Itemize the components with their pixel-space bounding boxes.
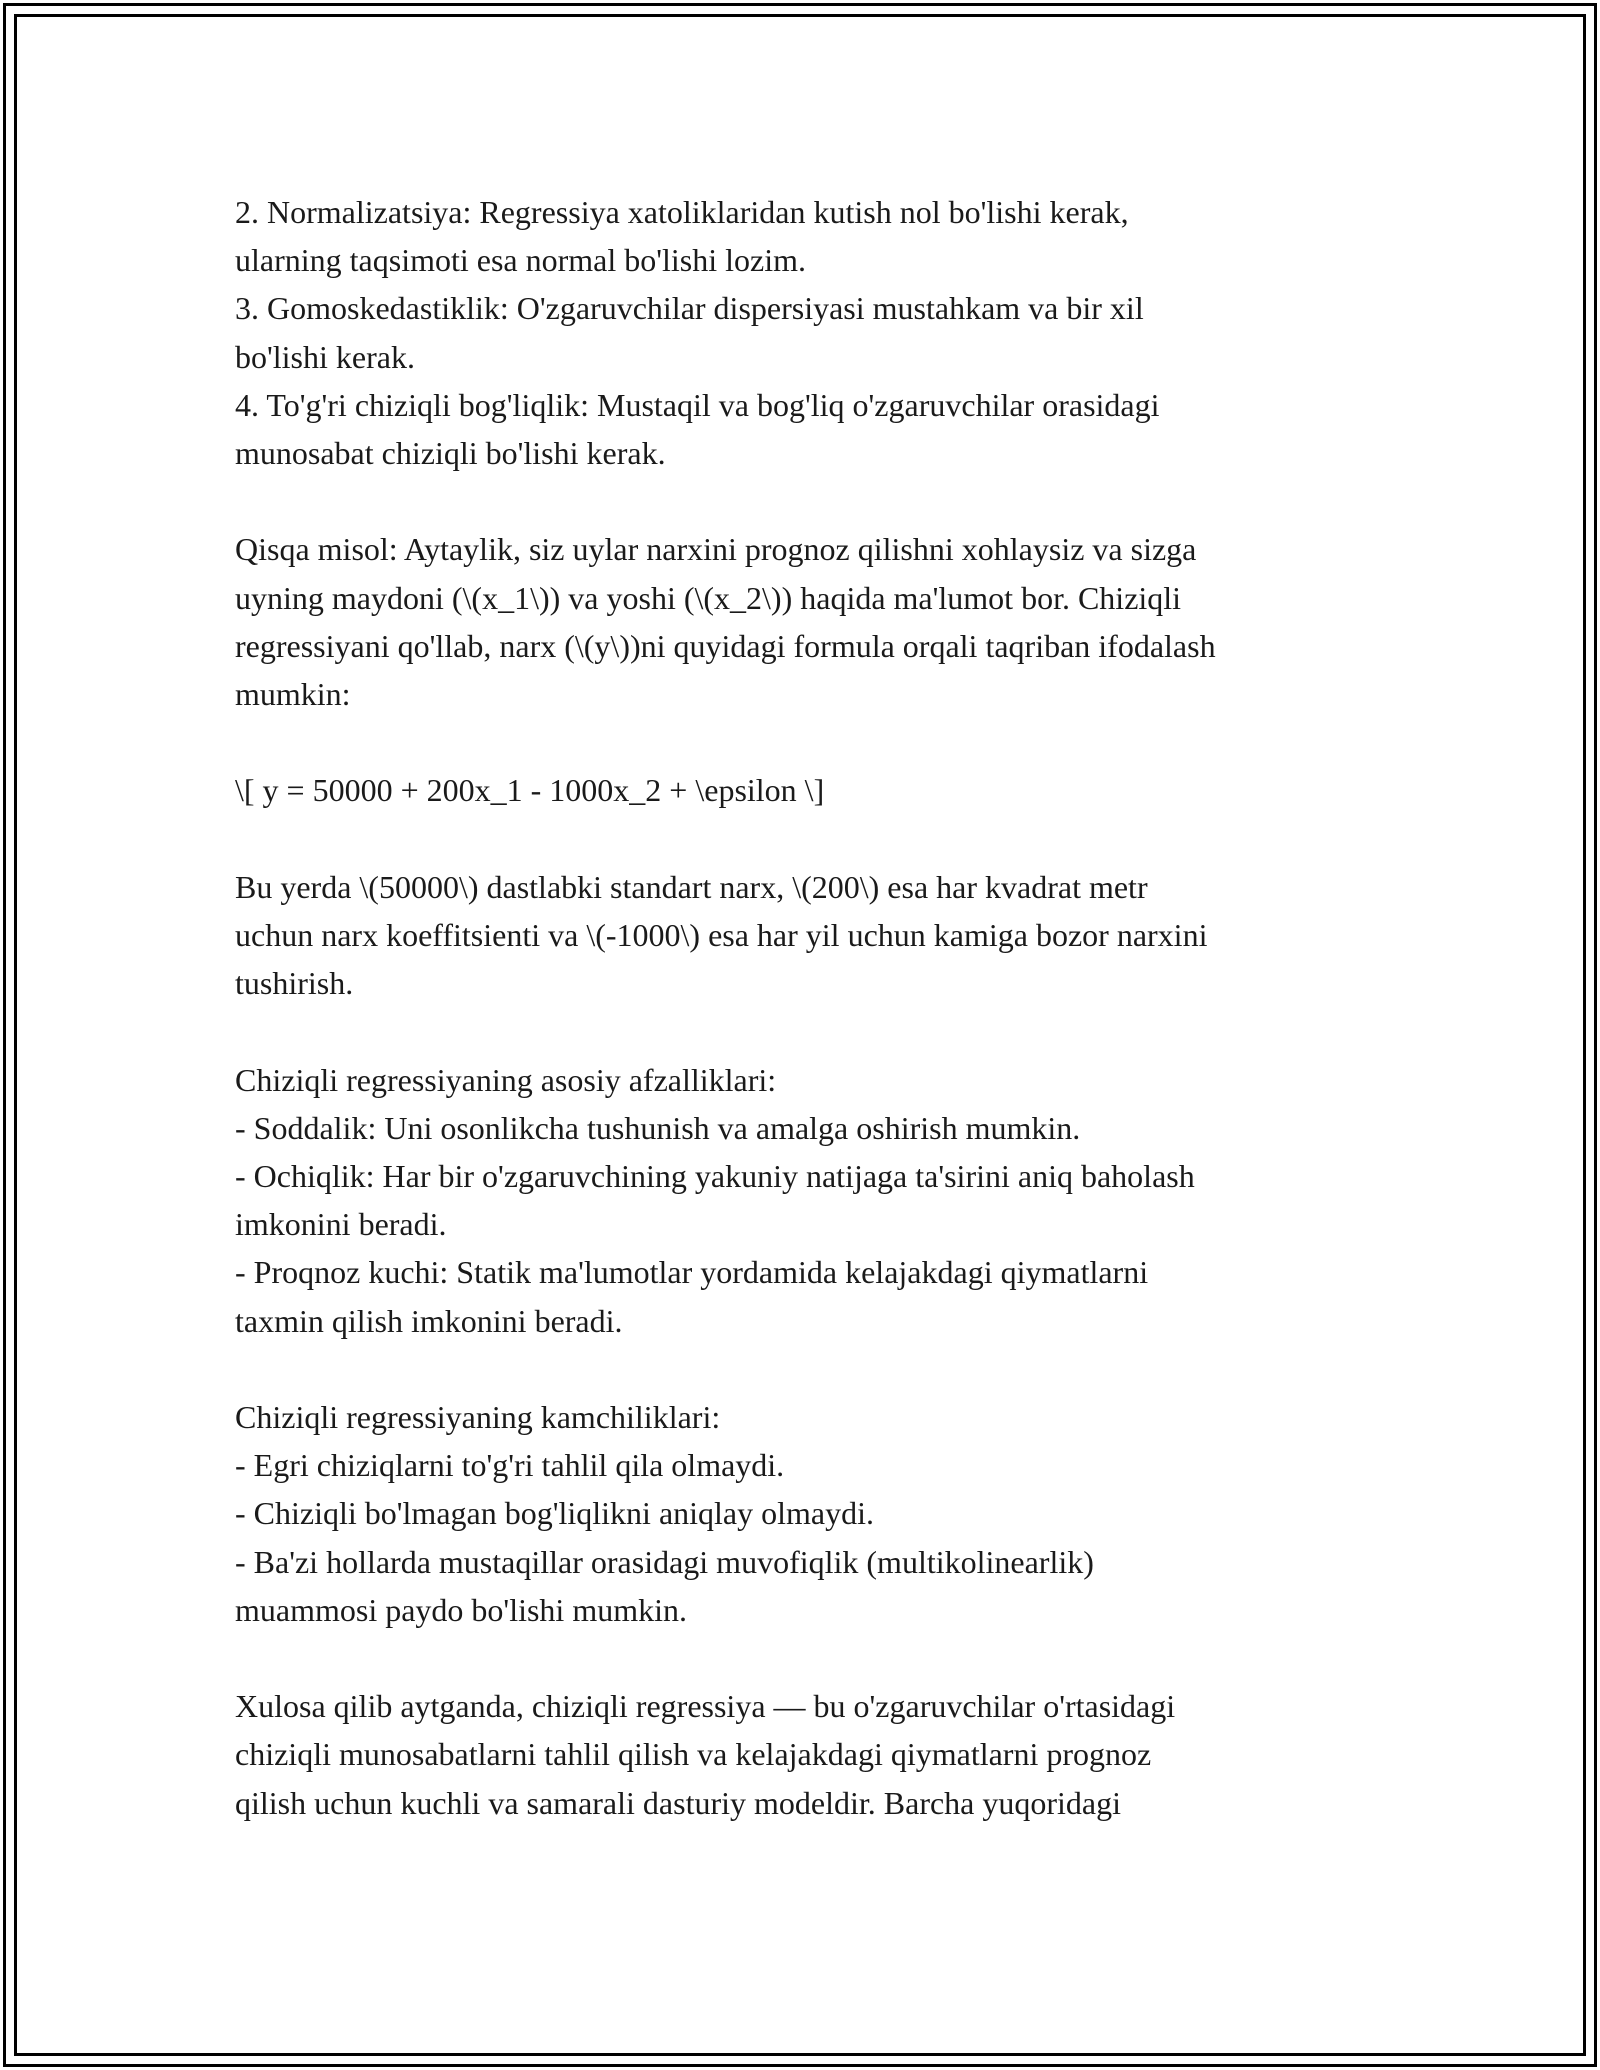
list-item: - Egri chiziqlarni to'g'ri tahlil qila olmaydi. — [235, 1447, 785, 1484]
text-line: regressiyani qo'llab, narx (\(y\))ni quyidagi formula orqali taqriban ifodalash — [235, 627, 1216, 664]
text-line: taxmin qilish imkonini beradi. — [235, 1302, 623, 1339]
section-heading: Chiziqli regressiyaning kamchiliklari: — [235, 1399, 721, 1435]
text-line: 3. Gomoskedastiklik: O'zgaruvchilar dispersiyasi mustahkam va bir xil — [235, 290, 1144, 327]
text-line: 4. To'g'ri chiziqli bog'liqlik: Mustaqil va bog'liq o'zgaruvchilar orasidagi — [235, 386, 1160, 423]
text-line: muammosi paydo bo'lishi mumkin. — [235, 1591, 687, 1628]
text-line: uchun narx koeffitsienti va \(-1000\) esa har yil uchun kamiga bozor narxini — [235, 917, 1208, 953]
list-item: - Ochiqlik: Har bir o'zgaruvchining yakuniy natijaga ta'sirini aniq baholash — [235, 1158, 1195, 1194]
blank-line — [235, 1007, 1385, 1055]
blank-line — [235, 815, 1385, 863]
text-line: uyning maydoni (\(x_1\)) va yoshi (\(x_2\)) haqida ma'lumot bor. Chiziqli — [235, 579, 1182, 616]
list-item: - Ba'zi hollarda mustaqillar orasidagi muvofiqlik (multikolinearlik) — [235, 1543, 1094, 1580]
text-line: chiziqli munosabatlarni tahlil qilish va kelajakdagi qiymatlarni prognoz — [235, 1736, 1152, 1773]
text-line: ularning taqsimoti esa normal bo'lishi lozim. — [235, 242, 807, 279]
text-line: Bu yerda \(50000\) dastlabki standart narx, \(200\) esa har kvadrat metr — [235, 868, 1148, 905]
text-line: imkonini beradi. — [235, 1206, 447, 1243]
text-line: 2. Normalizatsiya: Regressiya xatoliklaridan kutish nol bo'lishi kerak, — [235, 194, 1129, 230]
text-line: Xulosa qilib aytganda, chiziqli regressiya — bu o'zgaruvchilar o'rtasidagi — [235, 1688, 1176, 1725]
blank-line — [235, 477, 1385, 525]
blank-line — [235, 1634, 1385, 1682]
text-line: qilish uchun kuchli va samarali dasturiy modeldir. Barcha yuqoridagi — [235, 1784, 1122, 1821]
document-body — [235, 188, 1385, 1827]
text-line: tushirish. — [235, 965, 354, 1002]
section-heading: Chiziqli regressiyaning asosiy afzalliklari: — [235, 1061, 777, 1098]
list-item: - Proqnoz kuchi: Statik ma'lumotlar yordamida kelajakdagi qiymatlarni — [235, 1254, 1149, 1291]
text-line: bo'lishi kerak. — [235, 338, 415, 375]
formula-line: \[ y = 50000 + 200x_1 - 1000x_2 + \epsilon \] — [235, 772, 825, 809]
list-item: - Chiziqli bo'lmagan bog'liqlikni aniqlay olmaydi. — [235, 1495, 874, 1532]
blank-line — [235, 1345, 1385, 1393]
blank-line — [235, 718, 1385, 766]
text-line: munosabat chiziqli bo'lishi kerak. — [235, 435, 666, 472]
list-item: - Soddalik: Uni osonlikcha tushunish va amalga oshirish mumkin. — [235, 1109, 1081, 1146]
text-line: mumkin: — [235, 676, 351, 713]
text-line: Qisqa misol: Aytaylik, siz uylar narxini prognoz qilishni xohlaysiz va sizga — [235, 531, 1197, 568]
